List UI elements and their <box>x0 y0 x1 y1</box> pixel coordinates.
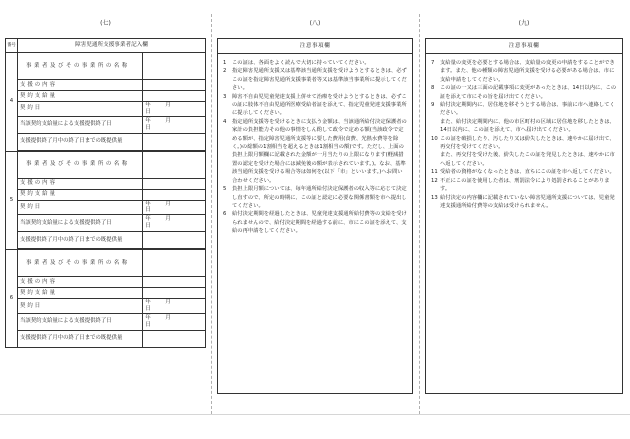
entry-value[interactable] <box>143 250 206 277</box>
note-item-continued: また、再交付を受けた後、紛失したこの証を発見したときは、速やかに市へ返してください。 <box>440 152 615 167</box>
entry-label: 支援の内容 <box>18 178 143 189</box>
page-number: (七) <box>100 20 111 27</box>
day-label: 日 <box>145 124 151 131</box>
notes-box <box>217 38 413 394</box>
note-item: 2 指定障害児通所支援又は基準該当通所支援を受けようとするときは、必ずこの証を指定障害児通所支援事業者等又は基準該当事業所に提示してください。 <box>223 68 407 92</box>
entry-label: 契約日 <box>18 299 143 314</box>
year-label: 年 <box>145 102 151 108</box>
entry-number: 4 <box>6 53 18 152</box>
sheet-bottom-edge <box>0 414 630 415</box>
entry-value[interactable] <box>143 178 206 189</box>
operator-entry-panel <box>5 10 206 348</box>
entry-label: 支援提供終了月中の終了日までの既提供量 <box>18 133 143 150</box>
entry-value[interactable] <box>143 330 206 347</box>
note-item: 13 給付決定の内容欄に記載されていない障害児通所支援については、児童発達支援通所給付費等の支給は受けられません。 <box>431 194 615 209</box>
entry-label: 支援提供終了月中の終了日までの既提供量 <box>18 330 143 347</box>
month-label: 月 <box>165 314 171 321</box>
day-label: 日 <box>145 305 151 312</box>
month-label: 月 <box>165 102 171 108</box>
notes-title: 注意事項欄 <box>218 39 412 54</box>
page-number: (九) <box>518 20 530 27</box>
fold-line-left <box>211 14 212 414</box>
entry-label: 事業者及びその事業所の名称 <box>18 151 143 178</box>
month-label: 月 <box>165 200 171 207</box>
month-label: 月 <box>165 299 171 306</box>
notes-list <box>218 54 412 236</box>
day-label: 日 <box>145 223 151 230</box>
year-label: 年 <box>145 299 151 306</box>
month-label: 月 <box>165 216 171 223</box>
year-label: 年 <box>145 314 151 321</box>
entry-label: 事業者及びその事業所の名称 <box>18 53 143 80</box>
notes-title: 注意事項欄 <box>426 39 622 54</box>
page-number: (八) <box>309 20 321 27</box>
entry-value[interactable] <box>143 189 206 200</box>
note-item: 3 障害不自由児児童発達支援上併せて治療を受けようとするときは、必ずこの証に肢体不自由児通所医療受給者証を添えて、指定児童発達支援事業所に提示してください。 <box>223 93 407 117</box>
date-field[interactable] <box>143 116 206 133</box>
notes-panel-middle <box>217 10 413 394</box>
entry-label: 契約支給量 <box>18 288 143 299</box>
note-item: 12 不正にこの証を使用した者は、刑罰法令により処罰されることがあります。 <box>431 177 610 193</box>
number-header: 番号 <box>6 39 18 53</box>
day-label: 日 <box>145 321 151 328</box>
entry-label: 契約日 <box>18 200 143 215</box>
entry-number: 5 <box>6 151 18 250</box>
date-field[interactable] <box>143 200 206 215</box>
entry-value[interactable] <box>143 151 206 178</box>
entry-label: 当該契約支給量による支援提供終了日 <box>18 313 143 330</box>
entry-label: 支援の内容 <box>18 277 143 288</box>
entry-number: 6 <box>6 250 18 348</box>
note-item: 9 給付決定期間内に、居住地を移そうとする場合は、事前に市へ連絡してください。 <box>431 102 615 117</box>
notes-box <box>425 38 623 394</box>
entry-label: 契約日 <box>18 102 143 117</box>
note-item: 11 受給者の資格がなくなったときは、直ちにこの証を市へ返してください。 <box>431 169 615 176</box>
entry-value[interactable] <box>143 232 206 249</box>
note-item: 8 この証の一又は三面の記載事項に変更があったときは、14日以内に、この証を添えて市にその旨を届け出てください。 <box>431 85 617 100</box>
operator-entry-table <box>5 38 206 348</box>
entry-value[interactable] <box>143 91 206 102</box>
date-field[interactable] <box>143 102 206 117</box>
entry-row <box>6 53 206 80</box>
fold-line-right <box>419 14 420 414</box>
year-label: 年 <box>145 216 151 223</box>
entry-label: 支援提供終了月中の終了日までの既提供量 <box>18 232 143 249</box>
year-label: 年 <box>145 117 151 124</box>
entry-label: 当該契約支給量による支援提供終了日 <box>18 215 143 232</box>
day-label: 日 <box>145 207 151 214</box>
year-label: 年 <box>145 200 151 207</box>
entry-value[interactable] <box>143 288 206 299</box>
entry-value[interactable] <box>143 53 206 80</box>
entry-label: 支援の内容 <box>18 80 143 91</box>
date-field[interactable] <box>143 313 206 330</box>
note-item: 5 負担上限月額については、毎年通所給付決定保護者の収入等に応じて決定し直すので、所定の時期に、この証と認定に必要な関係書類を市へ提出してください。 <box>223 186 407 209</box>
note-item: 10 この証を破損したり、汚したり又は紛失したときは、速やかに届け出て、再交付を受けてください。 <box>431 135 615 151</box>
note-item: 4 指定通所支援等を受けるときに支払う金額は、当該通所給付決定保護者の家計の負担能力その他の事情をしん酌して政令で定める額(当該政令で定める額が、指定障害児通所支援等に要した費用(食費、光熱水費等を除く。)の総額の1割相当を超えるときは1割相当の額)です。ただし、上面の負担上限月額欄に記載された金額が一月当たりの上限になります(軽減措置の認定を受けた場合には減免後の額が表示されています。)。なお、基準該当通所支援を受ける場合等は如何を(以下「市」といいます。)へお問い合わせください。 <box>223 118 407 184</box>
entry-label: 契約支給量 <box>18 189 143 200</box>
entry-value[interactable] <box>143 80 206 91</box>
month-label: 月 <box>165 117 171 124</box>
entry-label: 契約支給量 <box>18 91 143 102</box>
date-field[interactable] <box>143 299 206 314</box>
date-field[interactable] <box>143 215 206 232</box>
note-item: 6 給付決定期間を経過したときは、児童発達支援通所給付費等の支給を受けられませんので、給付決定期間を経過する前に、市にこの証を添えて、支給の再申請をしてください。 <box>223 211 407 235</box>
note-item: 1 この証は、各面をよく読んで大切に持っていてください。 <box>223 60 370 66</box>
notes-panel-right <box>425 10 623 394</box>
entry-label: 事業者及びその事業所の名称 <box>18 250 143 277</box>
entry-value[interactable] <box>143 133 206 150</box>
notes-list <box>426 54 622 210</box>
note-item-continued: また、給付決定期間内に、他の市区町村の区域に居住地を移したときは、14日以内に、この証を添えて、市へ届け出てください。 <box>440 118 615 134</box>
entry-label: 当該契約支給量による支援提供終了日 <box>18 116 143 133</box>
entry-value[interactable] <box>143 277 206 288</box>
note-item: 7 支給量の変更を必要とする場合は、支給量の変更の申請をすることができます。また、他の種類の障害児通所支援を受ける必要がある場合は、市に支給申請をしてください。 <box>431 60 615 83</box>
operator-entry-title: 障害児通所支援事業者記入欄 <box>18 39 206 53</box>
day-label: 日 <box>145 108 151 115</box>
